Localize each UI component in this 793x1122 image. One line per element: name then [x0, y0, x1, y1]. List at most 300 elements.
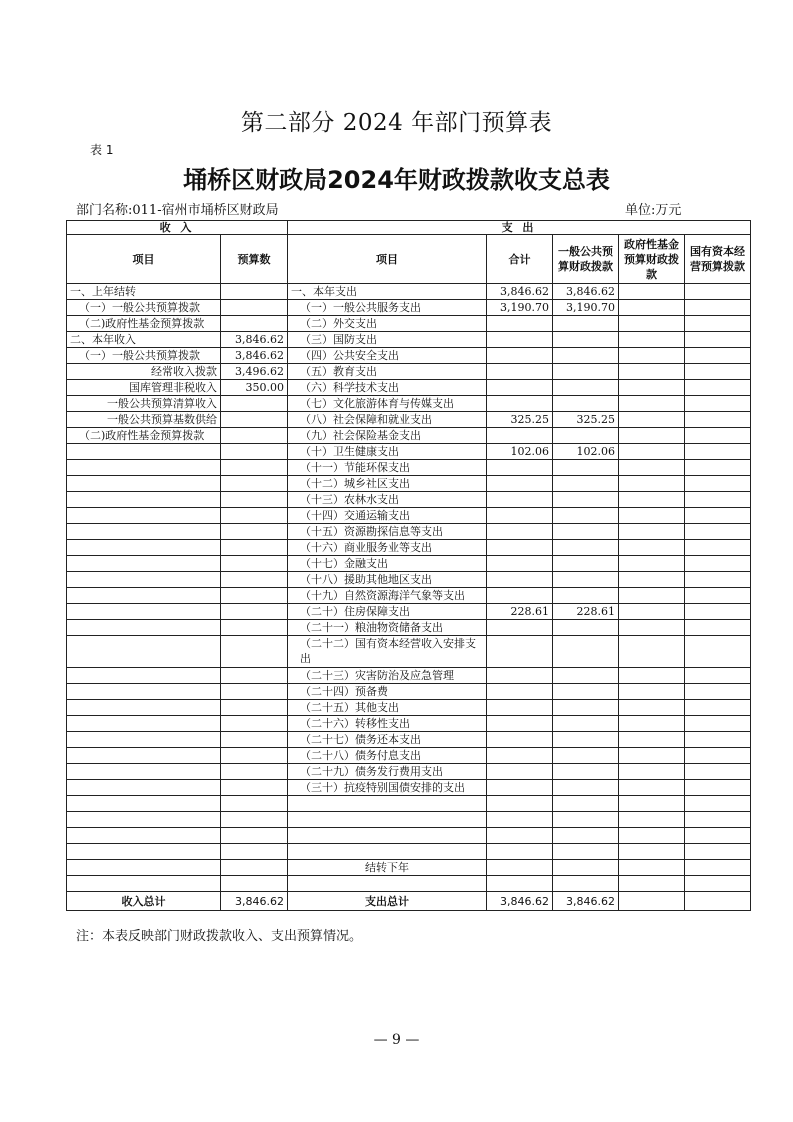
income-item-cell: 一般公共预算清算收入 — [67, 396, 221, 412]
state-capital-cell — [685, 380, 751, 396]
income-item-cell — [67, 812, 221, 828]
budget-table — [66, 220, 751, 911]
total-cell — [487, 460, 553, 476]
state-capital-cell — [685, 828, 751, 844]
income-amount-cell — [221, 316, 288, 332]
income-amount-cell — [221, 700, 288, 716]
general-budget-cell — [553, 380, 619, 396]
income-item-cell — [67, 620, 221, 636]
income-item-cell — [67, 476, 221, 492]
income-item-cell — [67, 540, 221, 556]
income-amount-cell — [221, 412, 288, 428]
income-amount-cell — [221, 684, 288, 700]
general-budget-cell — [553, 876, 619, 892]
income-item-cell — [67, 764, 221, 780]
income-item-cell — [67, 860, 221, 876]
state-capital-cell — [685, 668, 751, 684]
table-row — [67, 588, 751, 604]
income-item-cell — [67, 636, 221, 668]
expense-item-cell: （二十四）预备费 — [288, 684, 487, 700]
income-amount-cell — [221, 748, 288, 764]
col-income-amount: 预算数 — [221, 235, 288, 284]
table-row — [67, 444, 751, 460]
fund-budget-cell — [619, 764, 685, 780]
general-budget-cell — [553, 732, 619, 748]
expense-item-cell: （十五）资源勘探信息等支出 — [288, 524, 487, 540]
fund-budget-cell — [619, 444, 685, 460]
fund-budget-cell — [619, 300, 685, 316]
general-budget-cell: 3,190.70 — [553, 300, 619, 316]
total-cell — [487, 812, 553, 828]
income-amount-cell — [221, 540, 288, 556]
expense-item-cell: （八）社会保障和就业支出 — [288, 412, 487, 428]
income-item-cell — [67, 524, 221, 540]
income-amount-cell — [221, 556, 288, 572]
general-budget-cell — [553, 796, 619, 812]
table-row — [67, 716, 751, 732]
expense-item-cell: （十四）交通运输支出 — [288, 508, 487, 524]
income-item-cell: （二)政府性基金预算拨款 — [67, 316, 221, 332]
expense-item-cell — [288, 876, 487, 892]
general-budget-cell — [553, 492, 619, 508]
table-number: 表 1 — [90, 143, 114, 157]
state-capital-cell — [685, 508, 751, 524]
income-amount-cell — [221, 428, 288, 444]
total-cell — [487, 572, 553, 588]
state-capital-cell — [685, 332, 751, 348]
income-amount-cell — [221, 460, 288, 476]
income-amount-cell — [221, 524, 288, 540]
general-total-amount: 3,846.62 — [553, 892, 619, 911]
state-capital-cell — [685, 364, 751, 380]
table-row — [67, 636, 751, 668]
income-amount-cell — [221, 508, 288, 524]
fund-budget-cell — [619, 684, 685, 700]
income-item-cell — [67, 572, 221, 588]
income-amount-cell — [221, 588, 288, 604]
income-item-cell: 经常收入拨款 — [67, 364, 221, 380]
state-capital-cell — [685, 412, 751, 428]
state-capital-cell — [685, 284, 751, 300]
income-item-cell — [67, 844, 221, 860]
table-row — [67, 572, 751, 588]
income-item-cell — [67, 876, 221, 892]
general-budget-cell — [553, 588, 619, 604]
table-row — [67, 540, 751, 556]
total-cell — [487, 620, 553, 636]
income-item-cell: 二、本年收入 — [67, 332, 221, 348]
income-amount-cell — [221, 844, 288, 860]
expense-item-cell: （六）科学技术支出 — [288, 380, 487, 396]
expense-item-cell: （二十九）债务发行费用支出 — [288, 764, 487, 780]
general-budget-cell — [553, 748, 619, 764]
table-row — [67, 412, 751, 428]
expense-section-header: 支 出 — [288, 221, 751, 235]
total-cell: 3,190.70 — [487, 300, 553, 316]
general-budget-cell — [553, 844, 619, 860]
general-budget-cell — [553, 476, 619, 492]
total-cell — [487, 524, 553, 540]
expense-item-cell: （十八）援助其他地区支出 — [288, 572, 487, 588]
income-item-cell — [67, 732, 221, 748]
col-state-capital: 国有资本经营预算拨款 — [685, 235, 751, 284]
table-row — [67, 764, 751, 780]
income-amount-cell — [221, 876, 288, 892]
income-amount-cell — [221, 716, 288, 732]
general-budget-cell — [553, 620, 619, 636]
total-cell — [487, 764, 553, 780]
general-budget-cell — [553, 700, 619, 716]
fund-budget-cell — [619, 668, 685, 684]
income-amount-cell: 350.00 — [221, 380, 288, 396]
state-capital-cell — [685, 524, 751, 540]
table-row — [67, 492, 751, 508]
income-item-cell — [67, 588, 221, 604]
total-cell — [487, 844, 553, 860]
state-capital-cell — [685, 556, 751, 572]
income-amount-cell — [221, 620, 288, 636]
income-amount-cell — [221, 796, 288, 812]
total-cell: 325.25 — [487, 412, 553, 428]
income-item-cell: （一）一般公共预算拨款 — [67, 300, 221, 316]
total-cell — [487, 540, 553, 556]
state-capital-cell — [685, 796, 751, 812]
total-cell: 3,846.62 — [487, 284, 553, 300]
expense-item-cell: （十七）金融支出 — [288, 556, 487, 572]
table-row — [67, 348, 751, 364]
expense-item-cell: （二十）住房保障支出 — [288, 604, 487, 620]
total-cell — [487, 508, 553, 524]
general-budget-cell — [553, 764, 619, 780]
total-cell — [487, 316, 553, 332]
state-capital-cell — [685, 684, 751, 700]
general-budget-cell — [553, 428, 619, 444]
table-row — [67, 796, 751, 812]
state-capital-cell — [685, 748, 751, 764]
expense-item-cell: （三十）抗疫特别国债安排的支出 — [288, 780, 487, 796]
total-cell — [487, 796, 553, 812]
state-capital-cell — [685, 316, 751, 332]
total-cell — [487, 348, 553, 364]
total-cell — [487, 684, 553, 700]
state-capital-cell — [685, 860, 751, 876]
income-item-cell: 国库管理非税收入 — [67, 380, 221, 396]
table-row — [67, 828, 751, 844]
expense-total-amount: 3,846.62 — [487, 892, 553, 911]
general-budget-cell: 325.25 — [553, 412, 619, 428]
col-income-item: 项目 — [67, 235, 221, 284]
fund-budget-cell — [619, 796, 685, 812]
totals-row — [67, 892, 751, 911]
income-amount-cell — [221, 636, 288, 668]
expense-item-cell: （二）外交支出 — [288, 316, 487, 332]
state-capital-cell — [685, 732, 751, 748]
income-amount-cell — [221, 764, 288, 780]
expense-item-cell: （十六）商业服务业等支出 — [288, 540, 487, 556]
income-item-cell — [67, 684, 221, 700]
fund-budget-cell — [619, 828, 685, 844]
total-cell — [487, 428, 553, 444]
fund-budget-cell — [619, 428, 685, 444]
income-amount-cell — [221, 828, 288, 844]
state-capital-cell — [685, 636, 751, 668]
income-amount-cell — [221, 300, 288, 316]
state-capital-cell — [685, 604, 751, 620]
fund-budget-cell — [619, 844, 685, 860]
general-budget-cell — [553, 508, 619, 524]
general-budget-cell — [553, 780, 619, 796]
fund-budget-cell — [619, 540, 685, 556]
state-capital-cell — [685, 428, 751, 444]
state-capital-cell — [685, 476, 751, 492]
fund-budget-cell — [619, 284, 685, 300]
general-budget-cell — [553, 348, 619, 364]
total-cell — [487, 332, 553, 348]
table-row — [67, 620, 751, 636]
income-amount-cell — [221, 284, 288, 300]
state-capital-cell — [685, 700, 751, 716]
income-item-cell — [67, 556, 221, 572]
general-budget-cell — [553, 556, 619, 572]
general-budget-cell — [553, 828, 619, 844]
table-row — [67, 332, 751, 348]
fund-budget-cell — [619, 812, 685, 828]
fund-budget-cell — [619, 860, 685, 876]
fund-budget-cell — [619, 348, 685, 364]
total-cell — [487, 476, 553, 492]
general-budget-cell: 102.06 — [553, 444, 619, 460]
table-row — [67, 524, 751, 540]
table-row — [67, 748, 751, 764]
general-budget-cell — [553, 812, 619, 828]
income-amount-cell: 3,846.62 — [221, 332, 288, 348]
total-cell — [487, 716, 553, 732]
expense-item-cell: （十）卫生健康支出 — [288, 444, 487, 460]
state-capital-cell — [685, 492, 751, 508]
state-capital-cell — [685, 540, 751, 556]
income-item-cell — [67, 492, 221, 508]
general-budget-cell — [553, 396, 619, 412]
expense-item-cell: （二十七）债务还本支出 — [288, 732, 487, 748]
fund-budget-cell — [619, 508, 685, 524]
expense-item-cell — [288, 796, 487, 812]
table-row — [67, 780, 751, 796]
table-row — [67, 428, 751, 444]
fund-total-amount — [619, 892, 685, 911]
table-row — [67, 300, 751, 316]
fund-budget-cell — [619, 572, 685, 588]
expense-item-cell: （二十二）国有资本经营收入安排支出 — [288, 636, 487, 668]
income-total-amount: 3,846.62 — [221, 892, 288, 911]
page-number: — 9 — — [373, 1032, 420, 1048]
general-budget-cell — [553, 460, 619, 476]
fund-budget-cell — [619, 700, 685, 716]
expense-item-cell — [288, 828, 487, 844]
state-capital-cell — [685, 460, 751, 476]
expense-item-cell: （四）公共安全支出 — [288, 348, 487, 364]
general-budget-cell — [553, 540, 619, 556]
income-item-cell: 一般公共预算基数供给 — [67, 412, 221, 428]
income-amount-cell — [221, 476, 288, 492]
income-item-cell — [67, 444, 221, 460]
general-budget-cell: 3,846.62 — [553, 284, 619, 300]
income-amount-cell: 3,496.62 — [221, 364, 288, 380]
income-item-cell — [67, 796, 221, 812]
expense-item-cell: （二十六）转移性支出 — [288, 716, 487, 732]
state-capital-cell — [685, 588, 751, 604]
table-row — [67, 284, 751, 300]
fund-budget-cell — [619, 748, 685, 764]
expense-item-cell: （二十三）灾害防治及应急管理 — [288, 668, 487, 684]
income-item-cell — [67, 780, 221, 796]
general-budget-cell — [553, 860, 619, 876]
income-amount-cell — [221, 492, 288, 508]
fund-budget-cell — [619, 460, 685, 476]
unit-label: 单位:万元 — [625, 203, 682, 218]
expense-item-cell: （十一）节能环保支出 — [288, 460, 487, 476]
state-capital-cell — [685, 444, 751, 460]
income-item-cell: （一）一般公共预算拨款 — [67, 348, 221, 364]
income-amount-cell — [221, 604, 288, 620]
income-item-cell: 一、上年结转 — [67, 284, 221, 300]
fund-budget-cell — [619, 636, 685, 668]
income-item-cell — [67, 748, 221, 764]
total-cell — [487, 828, 553, 844]
total-cell — [487, 364, 553, 380]
income-amount-cell — [221, 444, 288, 460]
income-amount-cell — [221, 396, 288, 412]
general-budget-cell — [553, 684, 619, 700]
total-cell — [487, 748, 553, 764]
expense-item-cell: （十三）农林水支出 — [288, 492, 487, 508]
table-row — [67, 396, 751, 412]
total-cell — [487, 780, 553, 796]
fund-budget-cell — [619, 476, 685, 492]
fund-budget-cell — [619, 620, 685, 636]
fund-budget-cell — [619, 332, 685, 348]
income-item-cell — [67, 604, 221, 620]
income-amount-cell — [221, 732, 288, 748]
state-capital-total-amount — [685, 892, 751, 911]
state-capital-cell — [685, 620, 751, 636]
expense-item-cell: （十九）自然资源海洋气象等支出 — [288, 588, 487, 604]
state-capital-cell — [685, 396, 751, 412]
table-row — [67, 860, 751, 876]
total-cell — [487, 732, 553, 748]
income-item-cell: （二)政府性基金预算拨款 — [67, 428, 221, 444]
table-row — [67, 684, 751, 700]
table-row — [67, 844, 751, 860]
state-capital-cell — [685, 716, 751, 732]
income-amount-cell — [221, 572, 288, 588]
income-amount-cell — [221, 780, 288, 796]
table-row — [67, 508, 751, 524]
expense-total-label: 支出总计 — [288, 892, 487, 911]
table-row — [67, 380, 751, 396]
fund-budget-cell — [619, 876, 685, 892]
fund-budget-cell — [619, 780, 685, 796]
total-cell: 228.61 — [487, 604, 553, 620]
general-budget-cell: 228.61 — [553, 604, 619, 620]
expense-item-cell: 结转下年 — [288, 860, 487, 876]
income-item-cell — [67, 700, 221, 716]
total-cell — [487, 492, 553, 508]
table-row — [67, 604, 751, 620]
fund-budget-cell — [619, 364, 685, 380]
general-budget-cell — [553, 364, 619, 380]
fund-budget-cell — [619, 380, 685, 396]
income-total-label: 收入总计 — [67, 892, 221, 911]
general-budget-cell — [553, 332, 619, 348]
general-budget-cell — [553, 572, 619, 588]
expense-item-cell: （二十一）粮油物资储备支出 — [288, 620, 487, 636]
total-cell — [487, 700, 553, 716]
total-cell — [487, 380, 553, 396]
general-budget-cell — [553, 636, 619, 668]
table-row — [67, 316, 751, 332]
expense-item-cell: （三）国防支出 — [288, 332, 487, 348]
section-header-row — [67, 221, 751, 235]
column-header-row — [67, 235, 751, 284]
fund-budget-cell — [619, 412, 685, 428]
income-item-cell — [67, 460, 221, 476]
income-amount-cell — [221, 812, 288, 828]
total-cell — [487, 860, 553, 876]
total-cell — [487, 668, 553, 684]
total-cell — [487, 588, 553, 604]
fund-budget-cell — [619, 316, 685, 332]
state-capital-cell — [685, 844, 751, 860]
fund-budget-cell — [619, 492, 685, 508]
income-amount-cell — [221, 668, 288, 684]
col-general-budget: 一般公共预算财政拨款 — [553, 235, 619, 284]
income-item-cell — [67, 508, 221, 524]
state-capital-cell — [685, 348, 751, 364]
income-item-cell — [67, 716, 221, 732]
state-capital-cell — [685, 812, 751, 828]
col-expense-item: 项目 — [288, 235, 487, 284]
table-note: 注：本表反映部门财政拨款收入、支出预算情况。 — [76, 929, 363, 944]
state-capital-cell — [685, 876, 751, 892]
table-row — [67, 700, 751, 716]
expense-item-cell: （九）社会保险基金支出 — [288, 428, 487, 444]
general-budget-cell — [553, 716, 619, 732]
table-row — [67, 812, 751, 828]
expense-item-cell: （五）教育支出 — [288, 364, 487, 380]
table-row — [67, 732, 751, 748]
fund-budget-cell — [619, 524, 685, 540]
fund-budget-cell — [619, 588, 685, 604]
state-capital-cell — [685, 780, 751, 796]
department-name: 部门名称:011-宿州市埇桥区财政局 — [76, 203, 279, 218]
expense-item-cell: （二十五）其他支出 — [288, 700, 487, 716]
total-cell: 102.06 — [487, 444, 553, 460]
table-row — [67, 668, 751, 684]
col-total: 合计 — [487, 235, 553, 284]
expense-item-cell: （二十八）债务付息支出 — [288, 748, 487, 764]
total-cell — [487, 636, 553, 668]
expense-item-cell: （七）文化旅游体育与传媒支出 — [288, 396, 487, 412]
table-row — [67, 460, 751, 476]
table-row — [67, 556, 751, 572]
fund-budget-cell — [619, 396, 685, 412]
income-item-cell — [67, 668, 221, 684]
state-capital-cell — [685, 764, 751, 780]
income-amount-cell: 3,846.62 — [221, 348, 288, 364]
total-cell — [487, 396, 553, 412]
expense-item-cell: （一）一般公共服务支出 — [288, 300, 487, 316]
expense-item-cell: 一、本年支出 — [288, 284, 487, 300]
